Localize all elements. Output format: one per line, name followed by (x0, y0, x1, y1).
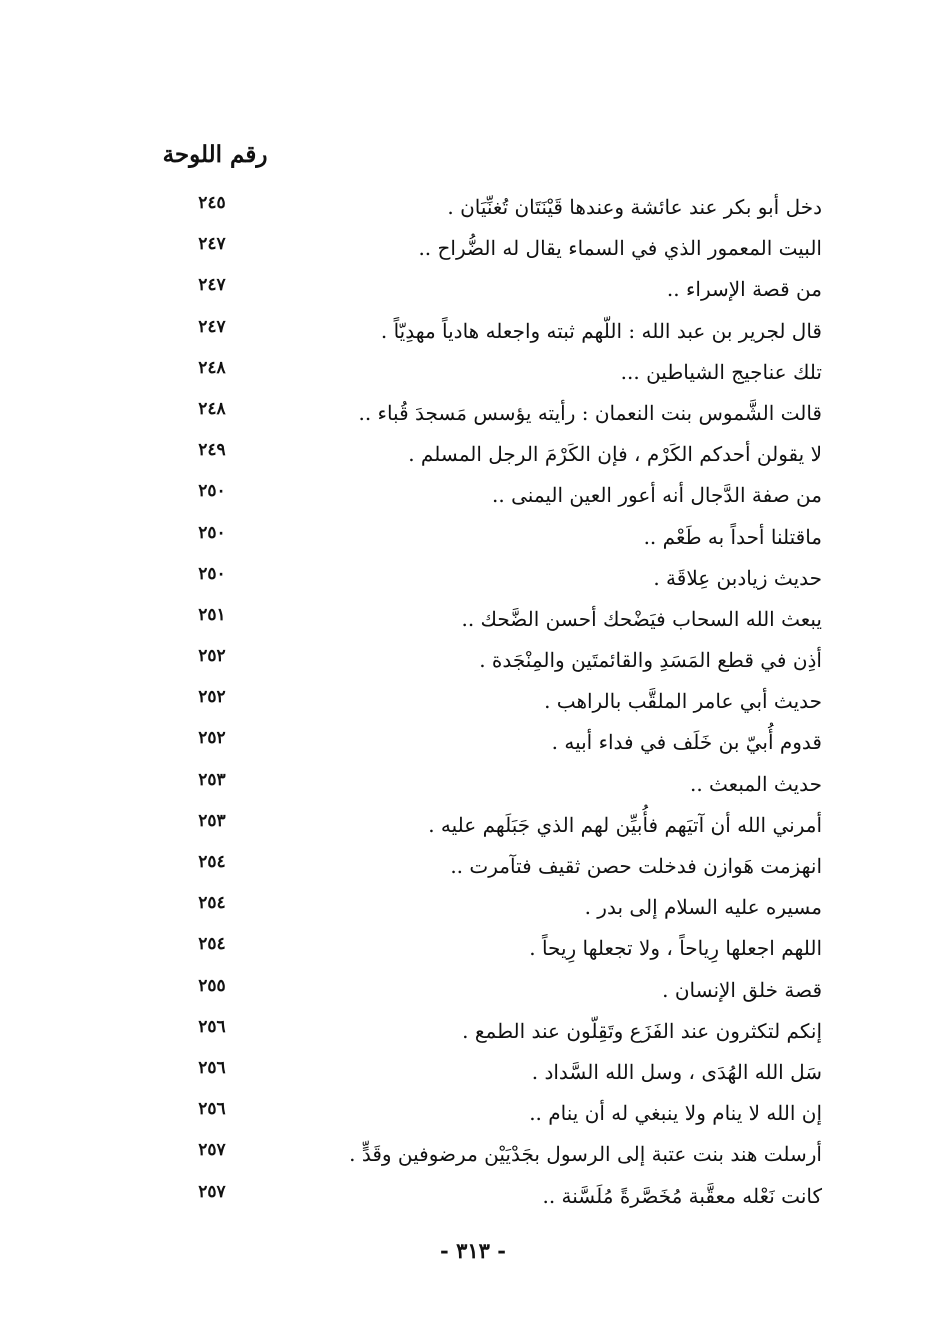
list-item (0, 639, 947, 680)
list-item (0, 433, 947, 474)
entry-title: أذِن في قطع المَسَدِ والقائمتَين والمِنْجَدة . (479, 648, 822, 673)
list-item (0, 1010, 947, 1051)
entry-title: أرسلت هند بنت عتبة إلى الرسول بجَدْيَيْن مرضوفين وقَدٍّ . (349, 1142, 822, 1167)
entry-plate-number: ٢٥٢ (198, 687, 226, 708)
entry-title: ماقتلنا أحداً به طَعْم .. (643, 524, 822, 549)
entry-title: لا يقولن أحدكم الكَرْم ، فإن الكَرْمَ الرجل المسلم . (408, 442, 822, 467)
entry-plate-number: ٢٥٠ (198, 522, 226, 543)
list-item (0, 227, 947, 268)
list-item (0, 969, 947, 1010)
entry-title: من قصة الإسراء .. (666, 277, 822, 302)
entry-title: يبعث الله السحاب فيَضْحك أحسن الضَّحك .. (461, 606, 822, 631)
list-item (0, 1092, 947, 1133)
entry-title: اللهم اجعلها رِياحاً ، ولا تجعلها رِيحاً . (529, 936, 822, 961)
list-item (0, 1051, 947, 1092)
entry-plate-number: ٢٤٧ (198, 275, 226, 296)
list-item (0, 392, 947, 433)
list-item (0, 351, 947, 392)
list-item (0, 474, 947, 515)
entry-title: قالت الشَّموس بنت النعمان : رأيته يؤسس مَسجدَ قُباء .. (358, 400, 822, 425)
entry-plate-number: ٢٥٦ (198, 1016, 226, 1037)
entry-title: سَل الله الهُدَى ، وسل الله السَّداد . (531, 1059, 822, 1084)
entry-title: قال لجرير بن عبد الله : اللّهم ثبته واجعله هادياً مهدِيّاً . (380, 318, 822, 343)
list-item (0, 557, 947, 598)
entry-plate-number: ٢٥٥ (198, 975, 226, 996)
entry-title: قصة خلق الإنسان . (662, 977, 822, 1002)
entry-plate-number: ٢٤٨ (198, 357, 226, 378)
entry-plate-number: ٢٥٢ (198, 728, 226, 749)
list-item (0, 516, 947, 557)
entry-title: إنكم لتكثرون عند الفَزَع وتَقِلّون عند الطمع . (462, 1018, 822, 1043)
entry-plate-number: ٢٥٦ (198, 1099, 226, 1120)
entry-title: أمرني الله أن آتيَهم فأُبيِّن لهم الذي جَبَلَهم عليه . (428, 812, 822, 837)
entry-title: دخل أبو بكر عند عائشة وعندها قَيْنَتَان تُغنِّيَان . (447, 195, 822, 219)
entry-title: انهزمت هَوازن فدخلت حصن ثقيف فتآمرت .. (450, 854, 822, 878)
entry-plate-number: ٢٥٧ (198, 1181, 226, 1202)
entry-title: تلك عناجيج الشياطين ... (620, 359, 822, 384)
entry-plate-number: ٢٤٧ (198, 234, 226, 255)
entry-title: حديث أبي عامر الملقَّب بالراهب . (544, 689, 822, 714)
entry-plate-number: ٢٥٣ (198, 810, 226, 831)
column-header-plate-number: رقم اللوحة (162, 141, 268, 168)
list-item (0, 804, 947, 845)
entry-plate-number: ٢٥١ (198, 604, 226, 625)
entry-title: البيت المعمور الذي في السماء يقال له الضُّراح .. (418, 236, 822, 261)
list-item (0, 1175, 947, 1216)
page-number: - ٣١٣ - (440, 1238, 506, 1263)
entry-title: حديث المبعث .. (689, 771, 822, 796)
entry-title: من صفة الدَّجال أنه أعور العين اليمنى .. (492, 483, 822, 508)
entry-plate-number: ٢٥٢ (198, 646, 226, 667)
list-item (0, 845, 947, 886)
list-item (0, 598, 947, 639)
list-item (0, 680, 947, 721)
entry-plate-number: ٢٥٠ (198, 563, 226, 584)
entry-plate-number: ٢٥٤ (198, 852, 226, 872)
list-item (0, 886, 947, 927)
entry-plate-number: ٢٤٧ (198, 316, 226, 337)
entry-plate-number: ٢٥٦ (198, 1057, 226, 1078)
list-item (0, 721, 947, 762)
entry-plate-number: ٢٥٠ (198, 481, 226, 502)
entry-title: مسيره عليه السلام إلى بدر . (584, 895, 822, 920)
list-item (0, 310, 947, 351)
entry-title: حديث زيادبن عِلاقَة . (653, 565, 822, 590)
entry-title: كانت نَعْله معقَّبة مُخَصَّرةً مُلَسَّنة .. (542, 1183, 822, 1208)
entries-list (0, 186, 947, 1216)
entry-title: قدوم أُبيّ بن خَلَف في فداء أبيه . (551, 730, 822, 755)
entry-plate-number: ٢٥٣ (198, 769, 226, 790)
list-item (0, 268, 947, 309)
entry-title: إن الله لا ينام ولا ينبغي له أن ينام .. (529, 1101, 822, 1126)
entry-plate-number: ٢٤٨ (198, 398, 226, 419)
list-item (0, 763, 947, 804)
list-item (0, 927, 947, 968)
entry-plate-number: ٢٥٧ (198, 1140, 226, 1161)
entry-plate-number: ٢٥٤ (198, 893, 226, 914)
list-item (0, 186, 947, 227)
entry-plate-number: ٢٤٩ (198, 440, 226, 461)
entry-plate-number: ٢٥٤ (198, 934, 226, 955)
list-item (0, 1133, 947, 1174)
entry-plate-number: ٢٤٥ (198, 193, 226, 213)
